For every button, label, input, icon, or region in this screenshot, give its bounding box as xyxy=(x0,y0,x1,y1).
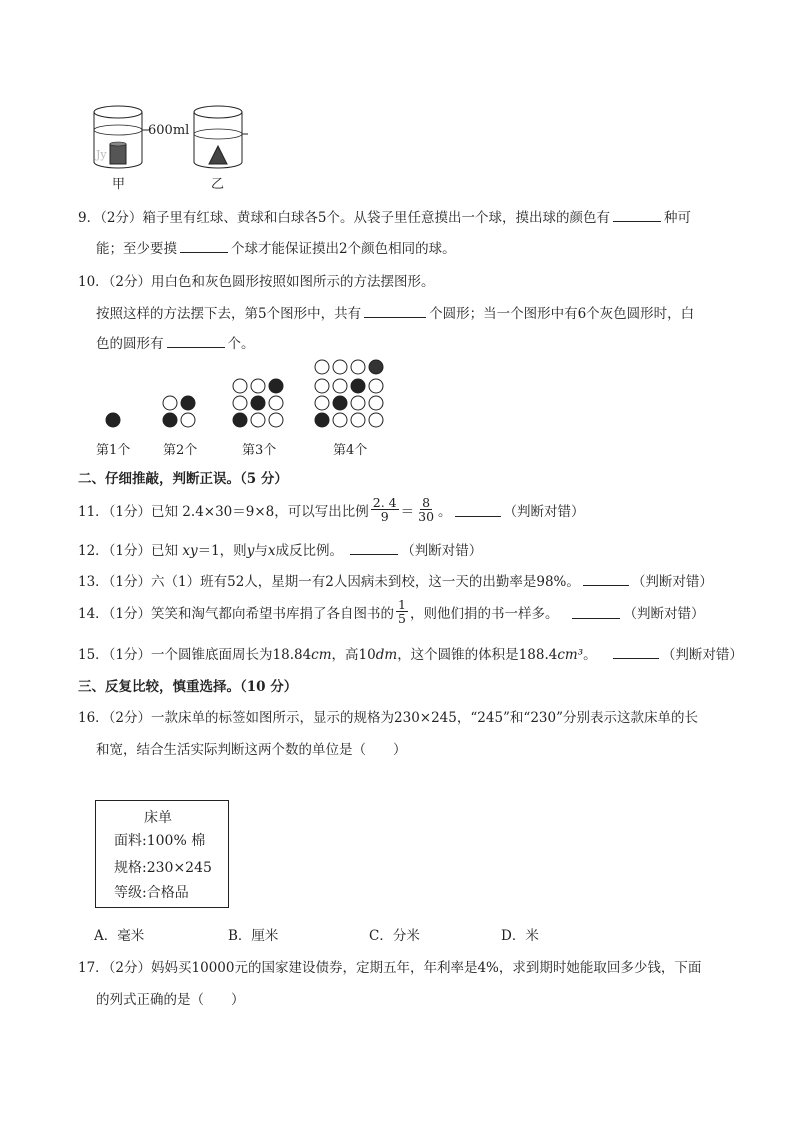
answer-blank[interactable] xyxy=(583,571,629,586)
question-text: 按照这样的方法摆下去，第5个图形中，共有 xyxy=(96,306,362,322)
question-9-line-1 xyxy=(78,206,691,226)
question-text: 能；至少要摸 xyxy=(96,241,177,257)
question-text: 成反比例。 xyxy=(275,543,343,559)
bedsheet-label-box xyxy=(95,800,229,908)
question-16-line-2: 和宽，结合生活实际判断这两个数的单位是（ ） xyxy=(96,742,407,758)
var-y: y xyxy=(246,543,255,559)
option-a[interactable]: A．毫米 xyxy=(94,928,145,944)
question-text: 12．（1分）已知 xyxy=(78,543,179,559)
question-11 xyxy=(78,496,585,523)
var-x: x xyxy=(267,543,276,559)
option-d[interactable]: D．米 xyxy=(501,928,539,944)
question-text: 与 xyxy=(254,543,268,559)
fraction: $\frac{8}{30}$ xyxy=(418,495,435,524)
question-tail: （判断对错） xyxy=(503,503,585,520)
answer-blank[interactable] xyxy=(455,502,501,517)
cup-a-label: 甲 xyxy=(112,177,126,192)
fraction: $\frac{1}{5}$ xyxy=(398,597,406,626)
equals-sign: ＝ xyxy=(400,503,415,520)
question-15 xyxy=(78,643,743,663)
circle-pattern-figure xyxy=(100,356,400,436)
var-y: y xyxy=(189,543,198,559)
answer-blank[interactable] xyxy=(350,540,398,555)
answer-blank[interactable] xyxy=(572,604,620,619)
section-2-title: 二、仔细推敲，判断正误。（5 分） xyxy=(78,471,288,487)
question-text: ，则他们捐的书一样多。 xyxy=(409,605,559,622)
question-text: 个圆形；当一个图形中有6个灰色圆形时，白 xyxy=(429,306,695,322)
question-text: 11．（1分）已知 2.4×30＝9×8，可以写出比例 xyxy=(78,503,369,520)
pattern-caption-1: 第1个 xyxy=(96,443,131,458)
question-13 xyxy=(78,570,713,590)
question-tail: （判断对错） xyxy=(623,605,705,622)
question-text: 15．（1分）一个圆锥底面周长为18.84 xyxy=(78,647,312,663)
question-tail: （判断对错） xyxy=(631,574,713,590)
fraction: $\frac{2. 4}{9}$ xyxy=(372,495,397,524)
label-material: 面料:100% 棉 xyxy=(114,833,206,849)
question-text: ，高10 xyxy=(331,647,376,663)
question-text: 色的圆形有 xyxy=(96,336,164,352)
question-text: ，这个圆锥的体积是188.4 xyxy=(397,647,558,663)
pattern-caption-4: 第4个 xyxy=(333,443,368,458)
question-9-line-2 xyxy=(96,237,456,257)
question-text: 种可 xyxy=(664,210,692,226)
option-c[interactable]: C．分米 xyxy=(369,928,420,944)
label-grade: 等级:合格品 xyxy=(114,885,189,901)
question-16-line-1: 16．（2分）一款床单的标签如图所示，显示的规格为230×245，“245”和“230”分别表示这款床单的长 xyxy=(78,710,699,726)
watermark-text: Jy xyxy=(96,148,107,161)
question-text: 个。 xyxy=(227,336,255,352)
section-3-title: 三、反复比较，慎重选择。（10 分） xyxy=(78,679,298,695)
cup-b-label: 乙 xyxy=(211,177,225,192)
question-text: 13．（1分）六（1）班有52人，星期一有2人因病未到校，这一天的出勤率是98%。 xyxy=(78,574,580,590)
answer-blank[interactable] xyxy=(613,207,661,222)
volume-label: 600ml xyxy=(148,123,190,138)
unit: dm xyxy=(375,647,398,663)
question-text: 14．（1分）笑笑和淘气都向希望书库捐了各自图书的 xyxy=(78,605,395,622)
question-text: 9．（2分）箱子里有红球、黄球和白球各5个。从袋子里任意摸出一个球，摸出球的颜色有 xyxy=(78,210,611,226)
answer-blank[interactable] xyxy=(613,644,659,659)
answer-blank[interactable] xyxy=(180,238,228,253)
answer-blank[interactable] xyxy=(167,333,225,348)
question-text: 。 xyxy=(583,647,597,663)
question-text: 。 xyxy=(438,503,452,520)
cup-b xyxy=(194,106,248,168)
label-title: 床单 xyxy=(144,810,172,826)
question-10-line-2 xyxy=(96,302,694,322)
question-10-line-3 xyxy=(96,332,255,352)
question-text: ＝1，则 xyxy=(197,543,247,559)
label-spec: 规格:230×245 xyxy=(114,860,212,876)
unit: cm³ xyxy=(557,647,584,663)
option-b[interactable]: B．厘米 xyxy=(228,928,279,944)
question-12 xyxy=(78,539,482,559)
question-14 xyxy=(78,598,704,625)
question-text: 个球才能保证摸出2个颜色相同的球。 xyxy=(231,241,456,257)
unit: cm xyxy=(311,647,332,663)
pattern-caption-2: 第2个 xyxy=(163,443,198,458)
pattern-caption-3: 第3个 xyxy=(242,443,277,458)
question-tail: （判断对错） xyxy=(401,543,483,559)
cups-figure xyxy=(88,100,258,192)
var-x: x xyxy=(182,543,190,559)
question-17-line-2: 的列式正确的是（ ） xyxy=(96,992,245,1008)
answer-blank[interactable] xyxy=(364,303,426,318)
question-tail: （判断对错） xyxy=(661,647,743,663)
question-17-line-1: 17．（2分）妈妈买10000元的国家建设债券，定期五年，年利率是4%，求到期时她能取回多少钱，下面 xyxy=(78,960,702,976)
question-10-line-1: 10．（2分）用白色和灰色圆形按照如图所示的方法摆图形。 xyxy=(78,274,435,290)
